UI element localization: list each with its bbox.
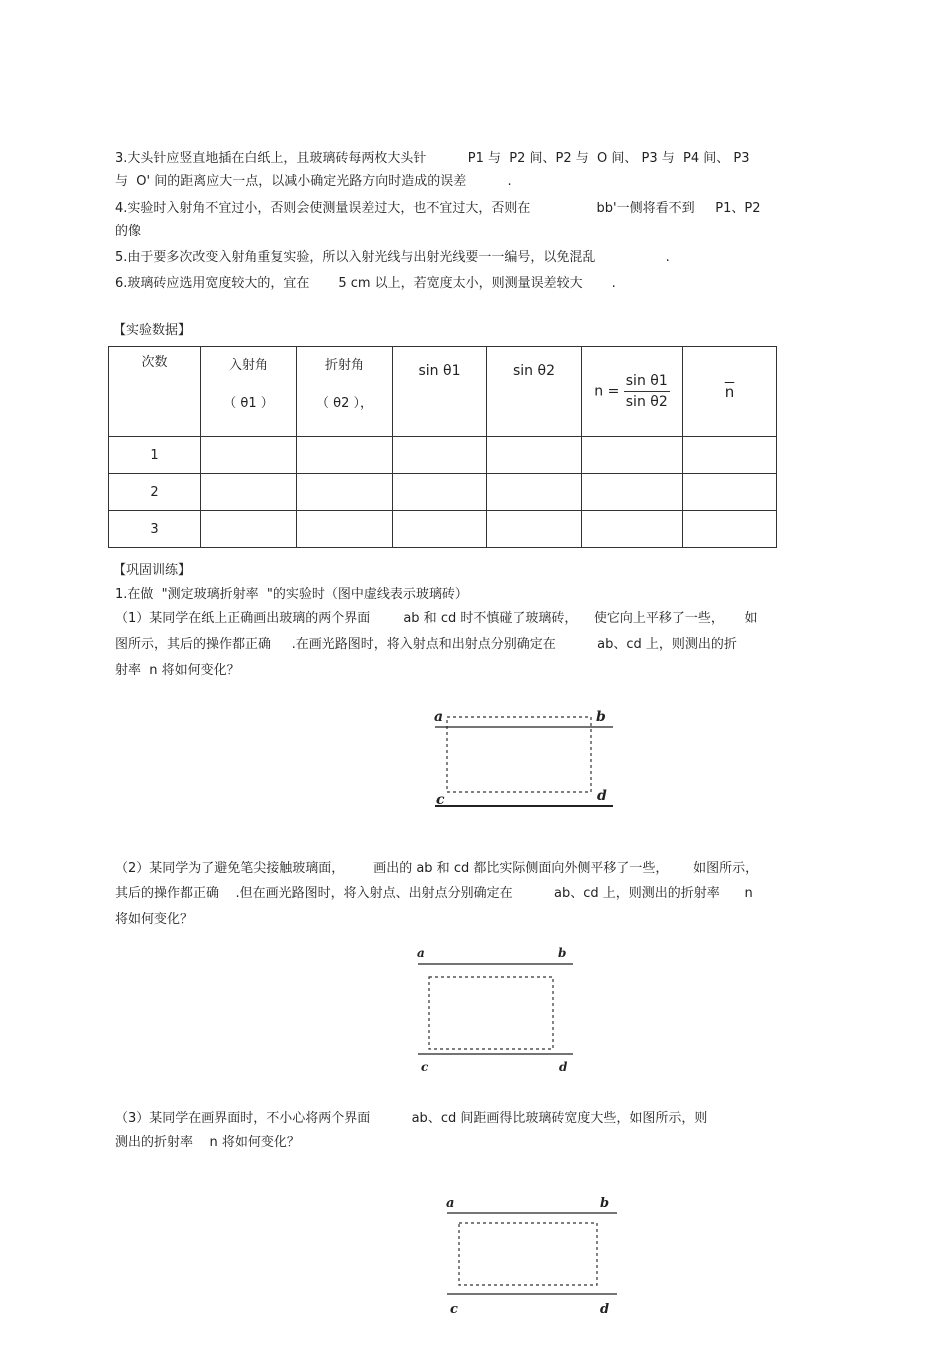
question-1b-line-2: 其后的操作都正确 .但在画光路图时，将入射点、出射点分别确定在 ab、cd 上，则测出的折射率 n [115, 886, 753, 901]
header-count: 次数 [109, 347, 201, 437]
label-d: d [597, 788, 607, 804]
table-cell [582, 437, 683, 474]
label-d: d [559, 1060, 568, 1074]
figure-3 [440, 1190, 625, 1320]
table-row [109, 511, 777, 548]
question-1c-line-2: 测出的折射率 n 将如何变化？ [115, 1135, 300, 1150]
label-d: d [600, 1302, 610, 1317]
question-1-intro: 1.在做 "测定玻璃折射率 "的实验时（图中虚线表示玻璃砖） [115, 587, 468, 602]
header-incidence-label: 入射角 [228, 358, 268, 373]
header-refraction-symbol: （ θ2 ）， [316, 396, 373, 411]
experiment-data-table [108, 346, 777, 548]
formula-fraction [624, 373, 670, 410]
header-incidence-angle [201, 347, 297, 437]
label-c: c [450, 1302, 458, 1317]
figure-1 [420, 700, 620, 815]
table-cell [683, 437, 777, 474]
label-b: b [600, 1196, 610, 1211]
header-n-average [683, 347, 777, 437]
table-row [109, 437, 777, 474]
header-incidence-symbol: （ θ1 ） [223, 396, 274, 411]
table-cell [393, 474, 487, 511]
note-5: 5.由于要多次改变入射角重复实验，所以入射光线与出射光线要一一编号，以免混乱 . [115, 250, 670, 265]
question-1c-line-1: （3）某同学在画界面时，不小心将两个界面 ab、cd 间距画得比玻璃砖宽度大些，如图所示，则 [115, 1111, 708, 1126]
question-1a-line-2: 图所示，其后的操作都正确 .在画光路图时，将入射点和出射点分别确定在 ab、cd 上，则测出的折 [115, 637, 737, 652]
note-4-line-2: 的像 [115, 224, 142, 239]
label-c: c [436, 792, 445, 808]
label-b: b [558, 946, 567, 960]
label-a: a [446, 1196, 455, 1211]
table-cell [487, 474, 582, 511]
note-3-line-2: 与 O' 间的距离应大一点，以减小确定光路方向时造成的误差 . [115, 174, 512, 189]
label-c: c [421, 1060, 429, 1074]
glass-block-outline [447, 717, 591, 792]
table-cell [487, 437, 582, 474]
label-a: a [417, 946, 425, 960]
table-cell [201, 474, 297, 511]
table-cell [582, 474, 683, 511]
table-cell [393, 511, 487, 548]
table-header-row [109, 347, 777, 437]
glass-block-outline [459, 1223, 597, 1285]
question-1a-line-3: 射率 n 将如何变化？ [115, 663, 240, 678]
figure-2 [410, 940, 585, 1080]
practice-title: 【巩固训练】 [113, 563, 192, 578]
header-sin-theta2: sin θ2 [487, 347, 582, 437]
table-cell [582, 511, 683, 548]
row-number: 1 [109, 437, 201, 474]
table-cell [683, 511, 777, 548]
data-section-title: 【实验数据】 [113, 323, 192, 338]
glass-block-outline [429, 977, 553, 1049]
n-bar-symbol: $\overline{n}$ [724, 382, 735, 401]
header-refraction-label: 折射角 [324, 358, 364, 373]
formula-denominator: sin θ2 [625, 394, 668, 410]
label-a: a [434, 709, 444, 725]
header-n-formula [582, 347, 683, 437]
question-1a-line-1: （1）某同学在纸上正确画出玻璃的两个界面 ab 和 cd 时不慎碰了玻璃砖， 使它向上平移了一些， 如 [115, 611, 758, 626]
header-sin-theta1: sin θ1 [393, 347, 487, 437]
note-6: 6.玻璃砖应选用宽度较大的，宜在 5 cm 以上，若宽度太小，则测量误差较大 . [115, 276, 616, 291]
question-1b-line-1: （2）某同学为了避免笔尖接触玻璃面， 画出的 ab 和 cd 都比实际侧面向外侧平移了一些， 如图所示， [115, 861, 759, 876]
note-3-line-1: 3.大头针应竖直地插在白纸上，且玻璃砖每两枚大头针 P1 与 P2 间、P2 与 O 间、 P3 与 P4 间、 P3 [115, 151, 750, 166]
table-cell [487, 511, 582, 548]
formula-numerator: sin θ1 [624, 373, 670, 392]
note-4-line-1: 4.实验时入射角不宜过小，否则会使测量误差过大，也不宜过大，否则在 bb'一侧将看不到 P1、P2 [115, 201, 761, 216]
table-cell [683, 474, 777, 511]
table-cell [297, 437, 393, 474]
row-number: 2 [109, 474, 201, 511]
question-1b-line-3: 将如何变化？ [115, 912, 194, 927]
table-cell [201, 511, 297, 548]
table-cell [393, 437, 487, 474]
label-b: b [596, 709, 606, 725]
table-cell [297, 474, 393, 511]
table-row [109, 474, 777, 511]
row-number: 3 [109, 511, 201, 548]
formula-n-equals: n = [594, 383, 620, 400]
table-cell [201, 437, 297, 474]
header-refraction-angle [297, 347, 393, 437]
table-cell [297, 511, 393, 548]
